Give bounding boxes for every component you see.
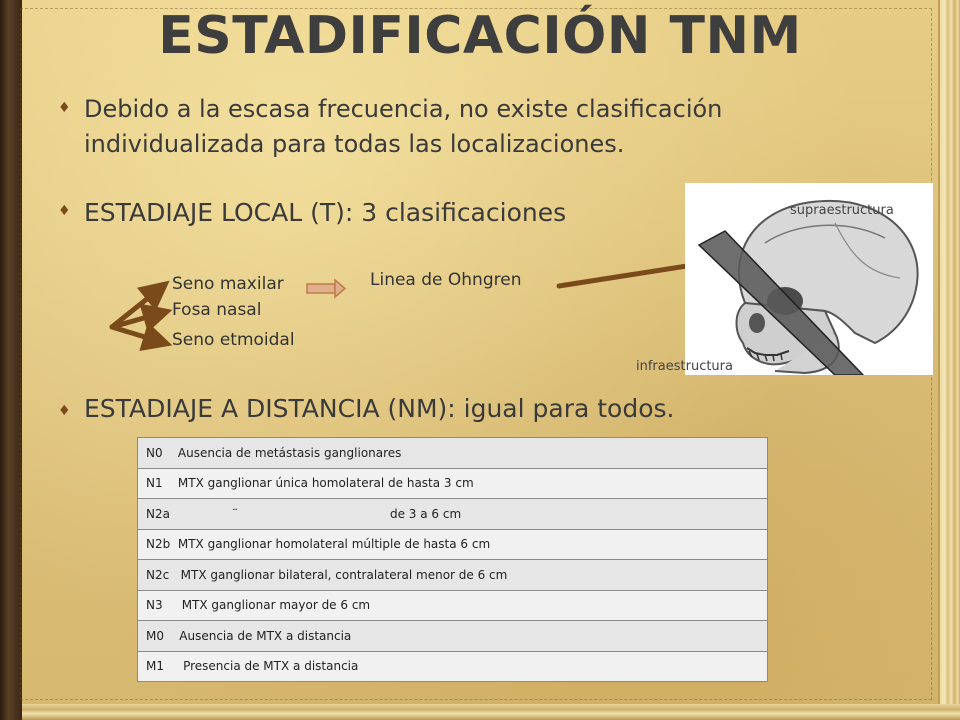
row-text: Ausencia de MTX a distancia (179, 628, 352, 643)
table-row (138, 560, 768, 591)
ohngren-line-label: Linea de Ohngren (370, 270, 522, 290)
row-code: N2b (146, 537, 171, 552)
row-code: N2a (146, 506, 170, 521)
table-row (138, 438, 768, 469)
nm-classification-table (137, 437, 768, 682)
table-row (138, 651, 768, 682)
row-code: M1 (146, 659, 164, 674)
supraestructura-label: supraestructura (790, 203, 894, 218)
row-text: Presencia de MTX a distancia (183, 659, 359, 674)
table-row (138, 590, 768, 621)
row-text: Ausencia de metástasis ganglionares (177, 445, 402, 460)
skull-illustration (685, 183, 933, 375)
table-row (138, 529, 768, 560)
row-text: MTX ganglionar bilateral, contralateral menor de 6 cm (180, 567, 508, 582)
row-text: MTX ganglionar única homolateral de hasta 3 cm (177, 476, 474, 491)
arrow-to-seno-etmoidal (112, 327, 158, 341)
site-item: Seno maxilar (172, 274, 284, 294)
bullet-1-line-1: Debido a la escasa frecuencia, no existe clasificación (84, 95, 723, 123)
row-code: M0 (146, 628, 164, 643)
diamond-bullet-icon: ♦ (58, 403, 71, 419)
row-code: N1 (146, 476, 163, 491)
row-code: N3 (146, 598, 163, 613)
site-item: Seno etmoidal (172, 330, 295, 350)
site-item: Fosa nasal (172, 300, 262, 320)
slide-title: ESTADIFICACIÓN TNM (158, 6, 802, 66)
diamond-bullet-icon: ♦ (58, 100, 71, 116)
fan-arrows (112, 258, 738, 341)
row-text: MTX ganglionar mayor de 6 cm (181, 598, 371, 613)
row-code: N2c (146, 567, 170, 582)
small-right-arrow (307, 280, 345, 297)
row-ditto: ¨ (231, 506, 238, 521)
bullet-1-line-2: individualizada para todas las localizaciones. (84, 130, 625, 158)
diamond-bullet-icon: ♦ (58, 203, 71, 219)
table-row (138, 499, 768, 530)
table-row (138, 468, 768, 499)
bullet-2-text: ESTADIAJE LOCAL (T): 3 clasificaciones (84, 198, 567, 227)
infraestructura-label: infraestructura (636, 359, 733, 374)
table-row (138, 621, 768, 652)
bullet-3-text: ESTADIAJE A DISTANCIA (NM): igual para todos. (84, 394, 675, 423)
row-text: MTX ganglionar homolateral múltiple de hasta 6 cm (177, 537, 491, 552)
row-code: N0 (146, 445, 163, 460)
row-text: de 3 a 6 cm (389, 506, 462, 521)
